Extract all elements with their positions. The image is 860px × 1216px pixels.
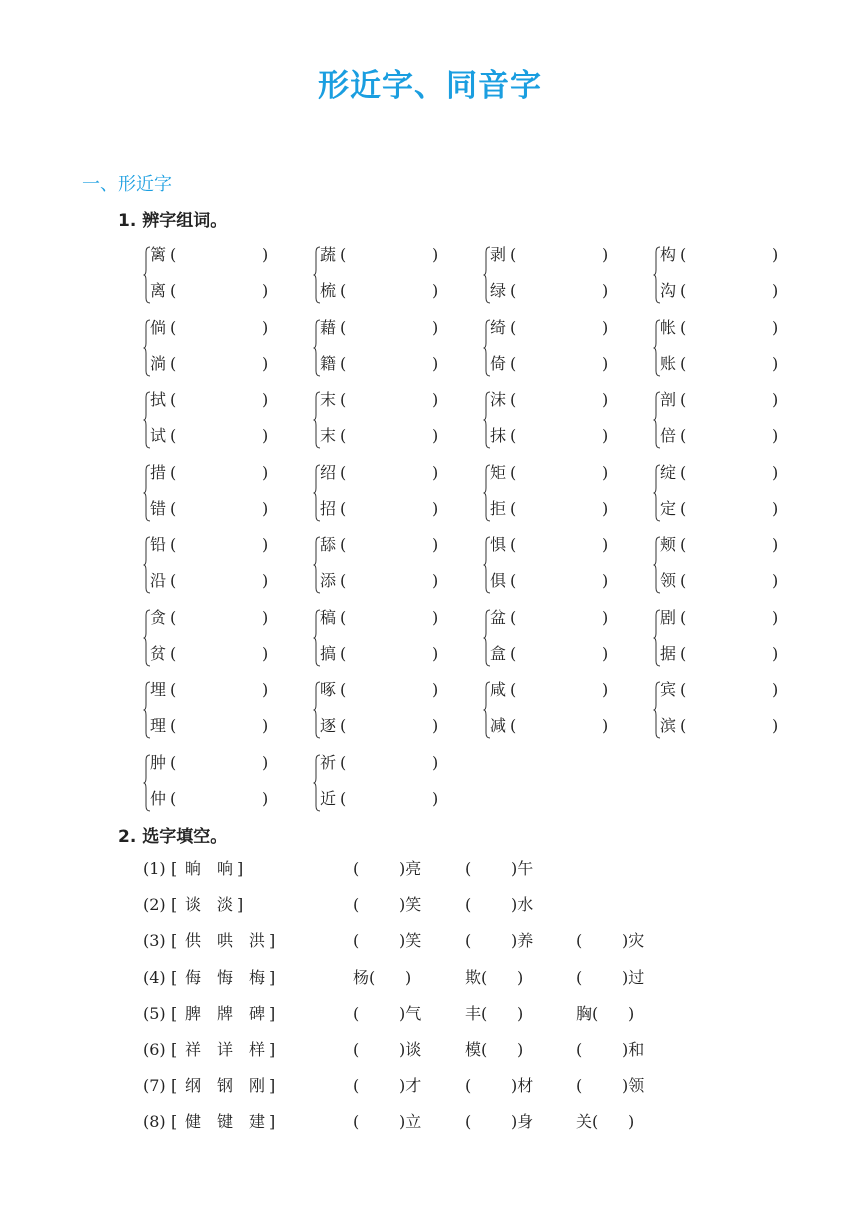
open-paren: ( <box>680 317 687 337</box>
fill-row <box>143 856 703 882</box>
open-paren: ( <box>340 571 347 590</box>
open-paren: ( <box>170 680 177 699</box>
pair-character: 账 <box>660 353 677 373</box>
open-paren: ( <box>680 607 687 627</box>
row-number: (8) <box>143 1112 166 1132</box>
close-paren: ) <box>772 317 779 337</box>
pair-character: 啄 <box>320 680 337 699</box>
close-paren: ) <box>262 607 269 627</box>
open-paren: ( <box>340 462 347 482</box>
pair-character: 措 <box>150 462 167 482</box>
pair-character: 稿 <box>320 607 337 627</box>
pair-character: 定 <box>660 498 677 518</box>
blank-prefix: 关( <box>576 1112 599 1132</box>
close-paren: ) <box>262 281 269 300</box>
pair-character: 贪 <box>150 607 167 627</box>
close-bracket: ] <box>269 1040 276 1059</box>
open-paren: ( <box>340 353 347 373</box>
close-paren: ) <box>772 716 779 735</box>
open-paren: ( <box>340 752 347 772</box>
close-paren: ) <box>602 571 609 590</box>
open-paren: ( <box>680 498 687 518</box>
pair-character: 招 <box>320 498 337 518</box>
close-paren: ) <box>262 353 269 373</box>
open-paren: ( <box>680 390 687 409</box>
close-paren: ) <box>432 680 439 699</box>
open-bracket: [ <box>171 1040 178 1059</box>
open-paren: ( <box>170 281 177 300</box>
close-paren: ) <box>432 281 439 300</box>
pair-character: 沿 <box>150 571 167 590</box>
open-paren: ( <box>510 281 517 300</box>
close-bracket: ] <box>237 895 244 915</box>
open-paren: ( <box>510 498 517 518</box>
open-paren: ( <box>340 680 347 699</box>
close-paren: ) <box>432 498 439 518</box>
open-paren: ( <box>510 535 517 554</box>
pair-character: 籍 <box>320 353 337 373</box>
close-paren: ) <box>432 716 439 735</box>
close-paren: ) <box>602 426 609 445</box>
row-number: (6) <box>143 1040 166 1059</box>
pair-character: 篱 <box>150 245 167 264</box>
pair-character: 惧 <box>490 535 507 554</box>
open-paren: ( <box>170 788 177 808</box>
close-paren: ) <box>432 353 439 373</box>
blank-suffix: ) <box>628 1112 635 1132</box>
close-paren: ) <box>602 607 609 627</box>
blank-suffix: ) <box>517 967 524 987</box>
close-paren: ) <box>432 607 439 627</box>
blank-suffix: )午 <box>511 859 534 878</box>
blank-prefix: ( <box>353 1003 360 1023</box>
option-character: 键 <box>217 1112 234 1132</box>
close-paren: ) <box>602 535 609 554</box>
pair-character: 盆 <box>490 607 507 627</box>
blank-suffix: )材 <box>511 1076 534 1096</box>
option-character: 洪 <box>249 931 266 951</box>
blank-prefix: ( <box>465 895 472 915</box>
open-bracket: [ <box>171 931 178 951</box>
option-character: 供 <box>185 931 202 951</box>
close-paren: ) <box>772 426 779 445</box>
blank-suffix: )养 <box>511 931 534 951</box>
close-bracket: ] <box>269 1003 276 1023</box>
blank-prefix: ( <box>353 1112 360 1132</box>
close-paren: ) <box>772 390 779 409</box>
pair-character: 仲 <box>150 788 167 808</box>
option-character: 刚 <box>249 1076 266 1096</box>
option-character: 悔 <box>217 967 234 987</box>
open-paren: ( <box>170 752 177 772</box>
open-paren: ( <box>170 571 177 590</box>
close-paren: ) <box>432 571 439 590</box>
pair-character: 逐 <box>320 716 337 735</box>
open-bracket: [ <box>171 1003 178 1023</box>
open-bracket: [ <box>171 895 178 915</box>
blank-prefix: ( <box>576 1076 583 1096</box>
close-paren: ) <box>262 535 269 554</box>
row-number: (1) <box>143 859 166 878</box>
pair-character: 添 <box>320 571 337 590</box>
row-number: (5) <box>143 1003 166 1023</box>
open-paren: ( <box>510 426 517 445</box>
blank-prefix: ( <box>353 895 360 915</box>
close-paren: ) <box>262 245 269 264</box>
blank-suffix: )亮 <box>399 859 422 878</box>
open-paren: ( <box>680 245 687 264</box>
open-paren: ( <box>510 317 517 337</box>
close-paren: ) <box>772 462 779 482</box>
open-paren: ( <box>510 353 517 373</box>
option-character: 健 <box>185 1112 202 1132</box>
page-title: 形近字、同音字 <box>318 68 542 104</box>
blank-prefix: ( <box>353 859 360 878</box>
close-paren: ) <box>262 680 269 699</box>
close-paren: ) <box>602 245 609 264</box>
fill-row <box>143 1037 703 1063</box>
pair-character: 近 <box>320 788 337 808</box>
pair-character: 末 <box>320 390 337 409</box>
pair-character: 帐 <box>660 317 677 337</box>
pair-character: 构 <box>660 245 677 264</box>
pair-character: 埋 <box>150 680 167 699</box>
close-paren: ) <box>602 317 609 337</box>
pair-character: 绽 <box>660 462 677 482</box>
blank-suffix: )谈 <box>399 1040 422 1059</box>
open-paren: ( <box>340 281 347 300</box>
open-paren: ( <box>340 245 347 264</box>
pair-character: 蔬 <box>320 245 337 264</box>
pair-character: 错 <box>150 498 167 518</box>
blank-suffix: )气 <box>399 1003 422 1023</box>
pair-character: 祈 <box>320 752 337 772</box>
row-number: (3) <box>143 931 166 951</box>
blank-prefix: 丰( <box>465 1003 488 1023</box>
close-paren: ) <box>432 535 439 554</box>
pair-character: 梳 <box>320 281 337 300</box>
option-character: 样 <box>249 1040 266 1059</box>
pair-character: 贫 <box>150 643 167 663</box>
close-paren: ) <box>772 245 779 264</box>
blank-suffix: )笑 <box>399 895 422 915</box>
option-character: 建 <box>249 1112 266 1132</box>
fill-row <box>143 892 703 918</box>
pair-character: 剥 <box>490 245 507 264</box>
close-paren: ) <box>262 317 269 337</box>
open-paren: ( <box>680 680 687 699</box>
fill-row <box>143 1109 703 1135</box>
pair-character: 领 <box>660 571 677 590</box>
pair-character: 绿 <box>490 281 507 300</box>
open-paren: ( <box>680 353 687 373</box>
pair-character: 颊 <box>660 535 677 554</box>
open-paren: ( <box>510 680 517 699</box>
fill-row <box>143 1073 703 1099</box>
open-paren: ( <box>170 462 177 482</box>
blank-prefix: ( <box>353 931 360 951</box>
open-paren: ( <box>680 571 687 590</box>
close-paren: ) <box>432 245 439 264</box>
open-paren: ( <box>340 498 347 518</box>
blank-suffix: ) <box>517 1040 524 1059</box>
fill-row <box>143 965 703 991</box>
pair-character: 舔 <box>320 535 337 554</box>
section-heading: 一、形近字 <box>82 174 172 195</box>
close-paren: ) <box>602 353 609 373</box>
open-paren: ( <box>340 716 347 735</box>
open-paren: ( <box>170 643 177 663</box>
open-paren: ( <box>340 788 347 808</box>
close-paren: ) <box>772 498 779 518</box>
close-paren: ) <box>262 788 269 808</box>
close-paren: ) <box>262 752 269 772</box>
close-bracket: ] <box>269 1076 276 1096</box>
blank-suffix: )身 <box>511 1112 534 1132</box>
open-bracket: [ <box>171 1112 178 1132</box>
option-character: 脾 <box>185 1003 202 1023</box>
open-paren: ( <box>510 571 517 590</box>
blank-prefix: ( <box>576 967 583 987</box>
option-character: 祥 <box>185 1040 202 1059</box>
close-paren: ) <box>432 426 439 445</box>
option-character: 响 <box>217 859 234 878</box>
blank-prefix: 胸( <box>576 1003 599 1023</box>
pair-character: 倚 <box>490 353 507 373</box>
pair-character: 理 <box>150 716 167 735</box>
pair-character: 沫 <box>490 390 507 409</box>
blank-prefix: ( <box>465 1076 472 1096</box>
open-paren: ( <box>680 716 687 735</box>
close-paren: ) <box>772 571 779 590</box>
close-paren: ) <box>262 498 269 518</box>
open-paren: ( <box>170 390 177 409</box>
blank-prefix: ( <box>353 1040 360 1059</box>
question-2-heading: 2. 选字填空。 <box>118 827 228 847</box>
close-paren: ) <box>602 390 609 409</box>
close-bracket: ] <box>237 859 244 878</box>
blank-suffix: )领 <box>622 1076 645 1096</box>
close-paren: ) <box>772 353 779 373</box>
option-character: 钢 <box>217 1076 234 1096</box>
pair-character: 离 <box>150 281 167 300</box>
option-character: 谈 <box>185 895 202 915</box>
open-paren: ( <box>170 498 177 518</box>
open-paren: ( <box>680 535 687 554</box>
pair-character: 铅 <box>150 535 167 554</box>
close-paren: ) <box>262 462 269 482</box>
pair-character: 末 <box>320 426 337 445</box>
open-paren: ( <box>680 281 687 300</box>
open-paren: ( <box>510 607 517 627</box>
open-paren: ( <box>340 426 347 445</box>
open-paren: ( <box>680 643 687 663</box>
open-bracket: [ <box>171 967 178 987</box>
pair-character: 淌 <box>150 353 167 373</box>
blank-prefix: ( <box>576 931 583 951</box>
close-paren: ) <box>602 643 609 663</box>
close-paren: ) <box>432 390 439 409</box>
open-paren: ( <box>170 353 177 373</box>
close-paren: ) <box>262 390 269 409</box>
question-1-heading: 1. 辨字组词。 <box>118 211 228 231</box>
pair-character: 俱 <box>490 571 507 590</box>
close-paren: ) <box>772 535 779 554</box>
option-character: 哄 <box>217 931 234 951</box>
close-paren: ) <box>262 643 269 663</box>
fill-row <box>143 1001 703 1027</box>
close-paren: ) <box>602 498 609 518</box>
pair-character: 据 <box>660 643 677 663</box>
pair-character: 倘 <box>150 317 167 337</box>
blank-prefix: ( <box>353 1076 360 1096</box>
open-paren: ( <box>510 643 517 663</box>
close-paren: ) <box>602 680 609 699</box>
blank-suffix: )和 <box>622 1040 645 1059</box>
close-paren: ) <box>772 643 779 663</box>
close-bracket: ] <box>269 931 276 951</box>
open-paren: ( <box>340 535 347 554</box>
pair-character: 宾 <box>660 680 677 699</box>
blank-prefix: 杨( <box>353 967 376 987</box>
open-paren: ( <box>680 426 687 445</box>
row-number: (2) <box>143 895 166 915</box>
pair-character: 拒 <box>490 498 507 518</box>
blank-suffix: ) <box>405 967 412 987</box>
option-character: 牌 <box>217 1003 234 1023</box>
blank-suffix: )灾 <box>622 931 645 951</box>
blank-suffix: )立 <box>399 1112 422 1132</box>
close-paren: ) <box>432 317 439 337</box>
pair-character: 绍 <box>320 462 337 482</box>
close-paren: ) <box>262 571 269 590</box>
blank-suffix: ) <box>628 1003 635 1023</box>
blank-suffix: )过 <box>622 967 645 987</box>
option-character: 详 <box>217 1040 234 1059</box>
close-bracket: ] <box>269 1112 276 1132</box>
pair-character: 试 <box>150 426 167 445</box>
open-paren: ( <box>510 390 517 409</box>
blank-prefix: 模( <box>465 1040 488 1059</box>
option-character: 侮 <box>185 967 202 987</box>
open-paren: ( <box>340 317 347 337</box>
pair-character: 剖 <box>660 390 677 409</box>
open-paren: ( <box>510 462 517 482</box>
open-paren: ( <box>170 535 177 554</box>
blank-prefix: ( <box>576 1040 583 1059</box>
blank-prefix: 欺( <box>465 967 488 987</box>
close-paren: ) <box>432 462 439 482</box>
option-character: 纲 <box>185 1076 202 1096</box>
pair-character: 减 <box>490 716 507 735</box>
blank-suffix: )才 <box>399 1076 422 1096</box>
close-paren: ) <box>432 752 439 772</box>
pair-character: 沟 <box>660 281 677 300</box>
open-paren: ( <box>340 607 347 627</box>
blank-suffix: )笑 <box>399 931 422 951</box>
option-character: 淡 <box>217 895 234 915</box>
pair-character: 剧 <box>660 607 677 627</box>
option-character: 碑 <box>249 1003 266 1023</box>
open-paren: ( <box>170 317 177 337</box>
row-number: (4) <box>143 967 166 987</box>
pair-character: 滨 <box>660 716 677 735</box>
open-paren: ( <box>680 462 687 482</box>
pair-character: 咸 <box>490 680 507 699</box>
open-paren: ( <box>170 426 177 445</box>
close-paren: ) <box>432 643 439 663</box>
pair-character: 倍 <box>660 426 677 445</box>
open-paren: ( <box>340 390 347 409</box>
close-paren: ) <box>772 607 779 627</box>
open-bracket: [ <box>171 1076 178 1096</box>
close-bracket: ] <box>269 967 276 987</box>
open-paren: ( <box>510 716 517 735</box>
option-character: 晌 <box>185 859 202 878</box>
close-paren: ) <box>772 281 779 300</box>
option-character: 梅 <box>249 967 266 987</box>
pair-character: 藉 <box>320 317 337 337</box>
close-paren: ) <box>602 462 609 482</box>
blank-suffix: ) <box>517 1003 524 1023</box>
open-paren: ( <box>510 245 517 264</box>
pair-character: 盒 <box>490 643 507 663</box>
pair-character: 肿 <box>150 752 167 772</box>
pair-character: 绮 <box>490 317 507 337</box>
pair-character: 搞 <box>320 643 337 663</box>
close-paren: ) <box>602 281 609 300</box>
pair-character: 抹 <box>490 426 507 445</box>
close-paren: ) <box>262 426 269 445</box>
fill-row <box>143 928 703 954</box>
blank-prefix: ( <box>465 1112 472 1132</box>
blank-prefix: ( <box>465 859 472 878</box>
close-paren: ) <box>772 680 779 699</box>
close-paren: ) <box>602 716 609 735</box>
blank-prefix: ( <box>465 931 472 951</box>
pair-character: 矩 <box>490 462 507 482</box>
blank-suffix: )水 <box>511 895 534 915</box>
pair-character: 拭 <box>150 390 167 409</box>
row-number: (7) <box>143 1076 166 1096</box>
open-paren: ( <box>170 716 177 735</box>
open-paren: ( <box>170 245 177 264</box>
close-paren: ) <box>262 716 269 735</box>
open-paren: ( <box>170 607 177 627</box>
open-bracket: [ <box>171 859 178 878</box>
open-paren: ( <box>340 643 347 663</box>
close-paren: ) <box>432 788 439 808</box>
